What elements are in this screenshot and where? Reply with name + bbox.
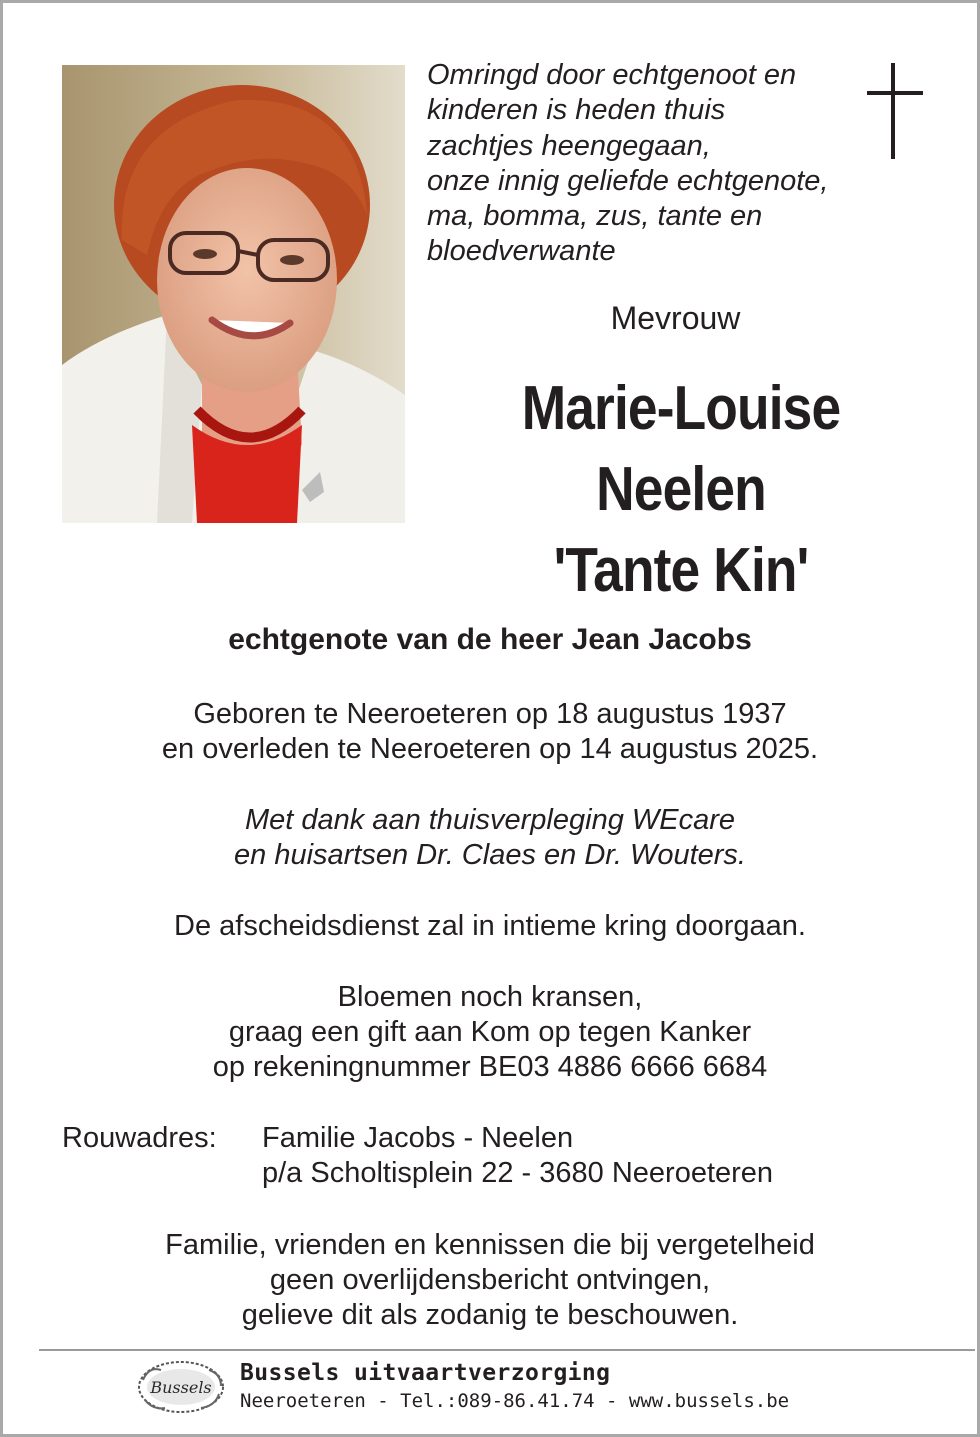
- flowers-note: [3, 980, 977, 1085]
- funeral-home-logo: [135, 1358, 227, 1416]
- company-name: Bussels uitvaartverzorging: [240, 1360, 611, 1386]
- thanks-note: [3, 803, 977, 873]
- birth-line: Geboren te Neeroeteren op 18 augustus 1937: [193, 698, 787, 730]
- service-note: [3, 909, 977, 944]
- address-line: p/a Scholtisplein 22 - 3680 Neeroeteren: [262, 1157, 774, 1189]
- name-line: Marie-Louise: [521, 374, 841, 443]
- closing-line: geen overlijdensbericht ontvingen,: [269, 1264, 711, 1296]
- logo-text: Bussels: [150, 1378, 212, 1397]
- birth-death-info: [3, 697, 977, 767]
- cross-icon: [865, 63, 925, 163]
- spouse-line: echtgenote van de heer Jean Jacobs: [228, 623, 752, 656]
- intro-line: ma, bomma, zus, tante en: [427, 200, 763, 233]
- service-line: De afscheidsdienst zal in intieme kring doorgaan.: [174, 910, 806, 942]
- flowers-line: op rekeningnummer BE03 4886 6666 6684: [212, 1051, 768, 1083]
- intro-line: onze innig geliefde echtgenote,: [427, 164, 829, 197]
- intro-line: Omringd door echtgenoot en: [427, 59, 797, 91]
- company-contact: Neeroeteren - Tel.:089-86.41.74 - www.bussels.be: [240, 1390, 790, 1412]
- thanks-line: Met dank aan thuisverpleging WEcare: [244, 804, 736, 836]
- closing-line: gelieve dit als zodanig te beschouwen.: [241, 1299, 739, 1331]
- footer-divider: [39, 1349, 975, 1351]
- intro-text: [427, 58, 867, 270]
- name-line: Neelen: [596, 455, 766, 524]
- flowers-line: Bloemen noch kransen,: [337, 981, 643, 1013]
- flowers-line: graag een gift aan Kom op tegen Kanker: [228, 1016, 752, 1048]
- thanks-line: en huisartsen Dr. Claes en Dr. Wouters.: [234, 839, 746, 871]
- address-lines: [262, 1121, 773, 1191]
- closing-line: Familie, vrienden en kennissen die bij vergetelheid: [165, 1229, 815, 1261]
- intro-line: zachtjes heengegaan,: [427, 129, 711, 162]
- closing-note: [3, 1228, 977, 1333]
- death-line: en overleden te Neeroeteren op 14 augustus 2025.: [161, 733, 819, 765]
- deceased-name: [476, 368, 885, 611]
- intro-line: kinderen is heden thuis: [427, 94, 726, 127]
- address-label: Rouwadres:: [62, 1122, 217, 1154]
- honorific: Mevrouw: [610, 300, 741, 336]
- address-line: Familie Jacobs - Neelen: [262, 1122, 574, 1154]
- portrait-photo: [62, 65, 405, 523]
- name-line: 'Tante Kin': [553, 536, 809, 605]
- footer: [240, 1359, 789, 1414]
- intro-line: bloedverwante: [427, 235, 616, 268]
